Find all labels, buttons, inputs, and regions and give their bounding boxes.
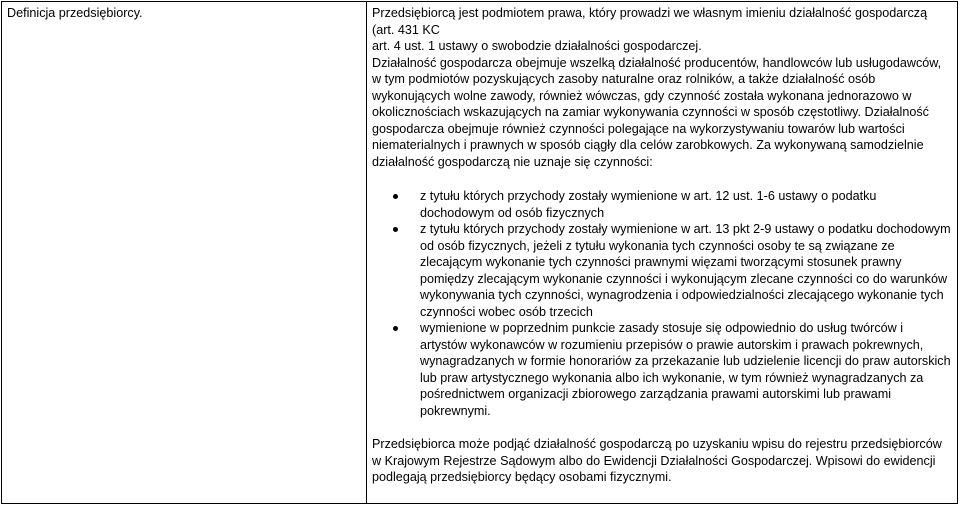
list-item-text: wymienione w poprzednim punkcie zasady stosuje się odpowiednio do usług twórców i artystów wykonawców w rozumieniu przepisów o prawie autorskim i prawach pokrewnych, wynagradzanych w formie honorariów za przekazanie lub udzielenie licencji do praw autorskich lub praw artystycznego wykonania albo ich wykonanie, w tym również wynagradzanych za pośrednictwem organizacji zbiorowego zarządzania prawami autorskimi lub prawami pokrewnymi. — [420, 321, 951, 418]
term-label: Definicja przedsiębiorcy. — [7, 6, 143, 20]
intro-body: Działalność gospodarcza obejmuje wszelką działalność producentów, handlowców lub usługodawców, w tym podmiotów pozyskujących zasoby naturalne oraz rolników, a także działalność osób wykonujących wolne zawody, również wówczas, gdy czynność została wykonana jednorazowo w okolicznościach wskazujących na zamiar wykonywania czynności w sposób częstotliwy. Działalność gospodarcza obejmuje również czynności polegające na wykorzystywaniu towarów lub wartości niematerialnych i prawnych w sposób ciągły dla celów zarobkowych. Za wykonywaną samodzielnie działalność gospodarczą nie uznaje się czynności: — [372, 55, 942, 169]
definition-table — [1, 1, 958, 504]
list-item-text: z tytułu których przychody zostały wymienione w art. 12 ust. 1-6 ustawy o podatku dochodowym od osób fizycznych — [420, 189, 877, 220]
exclusions-list — [372, 188, 952, 419]
description-cell — [367, 2, 958, 504]
intro-line-1: Przedsiębiorcą jest podmiotem prawa, który prowadzi we własnym imieniu działalność gospodarczą (art. 431 KC — [372, 6, 928, 37]
table-row — [2, 2, 958, 504]
term-cell — [2, 2, 367, 504]
list-item — [372, 188, 952, 221]
bullet-icon — [393, 194, 398, 199]
list-item — [372, 221, 952, 320]
closing-paragraph: Przedsiębiorca może podjąć działalność gospodarczą po uzyskaniu wpisu do rejestru przedsiębiorców w Krajowym Rejestrze Sądowym albo do Ewidencji Działalności Gospodarczej. Wpisowi do ewidencji podlegają przedsiębiorcy będący osobami fizycznymi. — [372, 437, 942, 484]
bullet-icon — [393, 227, 398, 232]
list-item-text: z tytułu których przychody zostały wymienione w art. 13 pkt 2-9 ustawy o podatku dochodowym od osób fizycznych, jeżeli z tytułu wykonania tych czynności osoby te są związane ze zlecającym wykonanie tych czynności prawnymi więzami tworzącymi stosunek prawny pomiędzy zlecającym wykonanie czynności i wykonującym zlecane czynności co do warunków wykonywania tych czynności, wynagrodzenia i odpowiedzialności zlecającego wykonanie tych czynności wobec osób trzecich — [420, 222, 951, 319]
list-item — [372, 320, 952, 419]
intro-line-2: art. 4 ust. 1 ustawy o swobodzie działalności gospodarczej. — [372, 39, 702, 53]
bullet-icon — [393, 326, 398, 331]
